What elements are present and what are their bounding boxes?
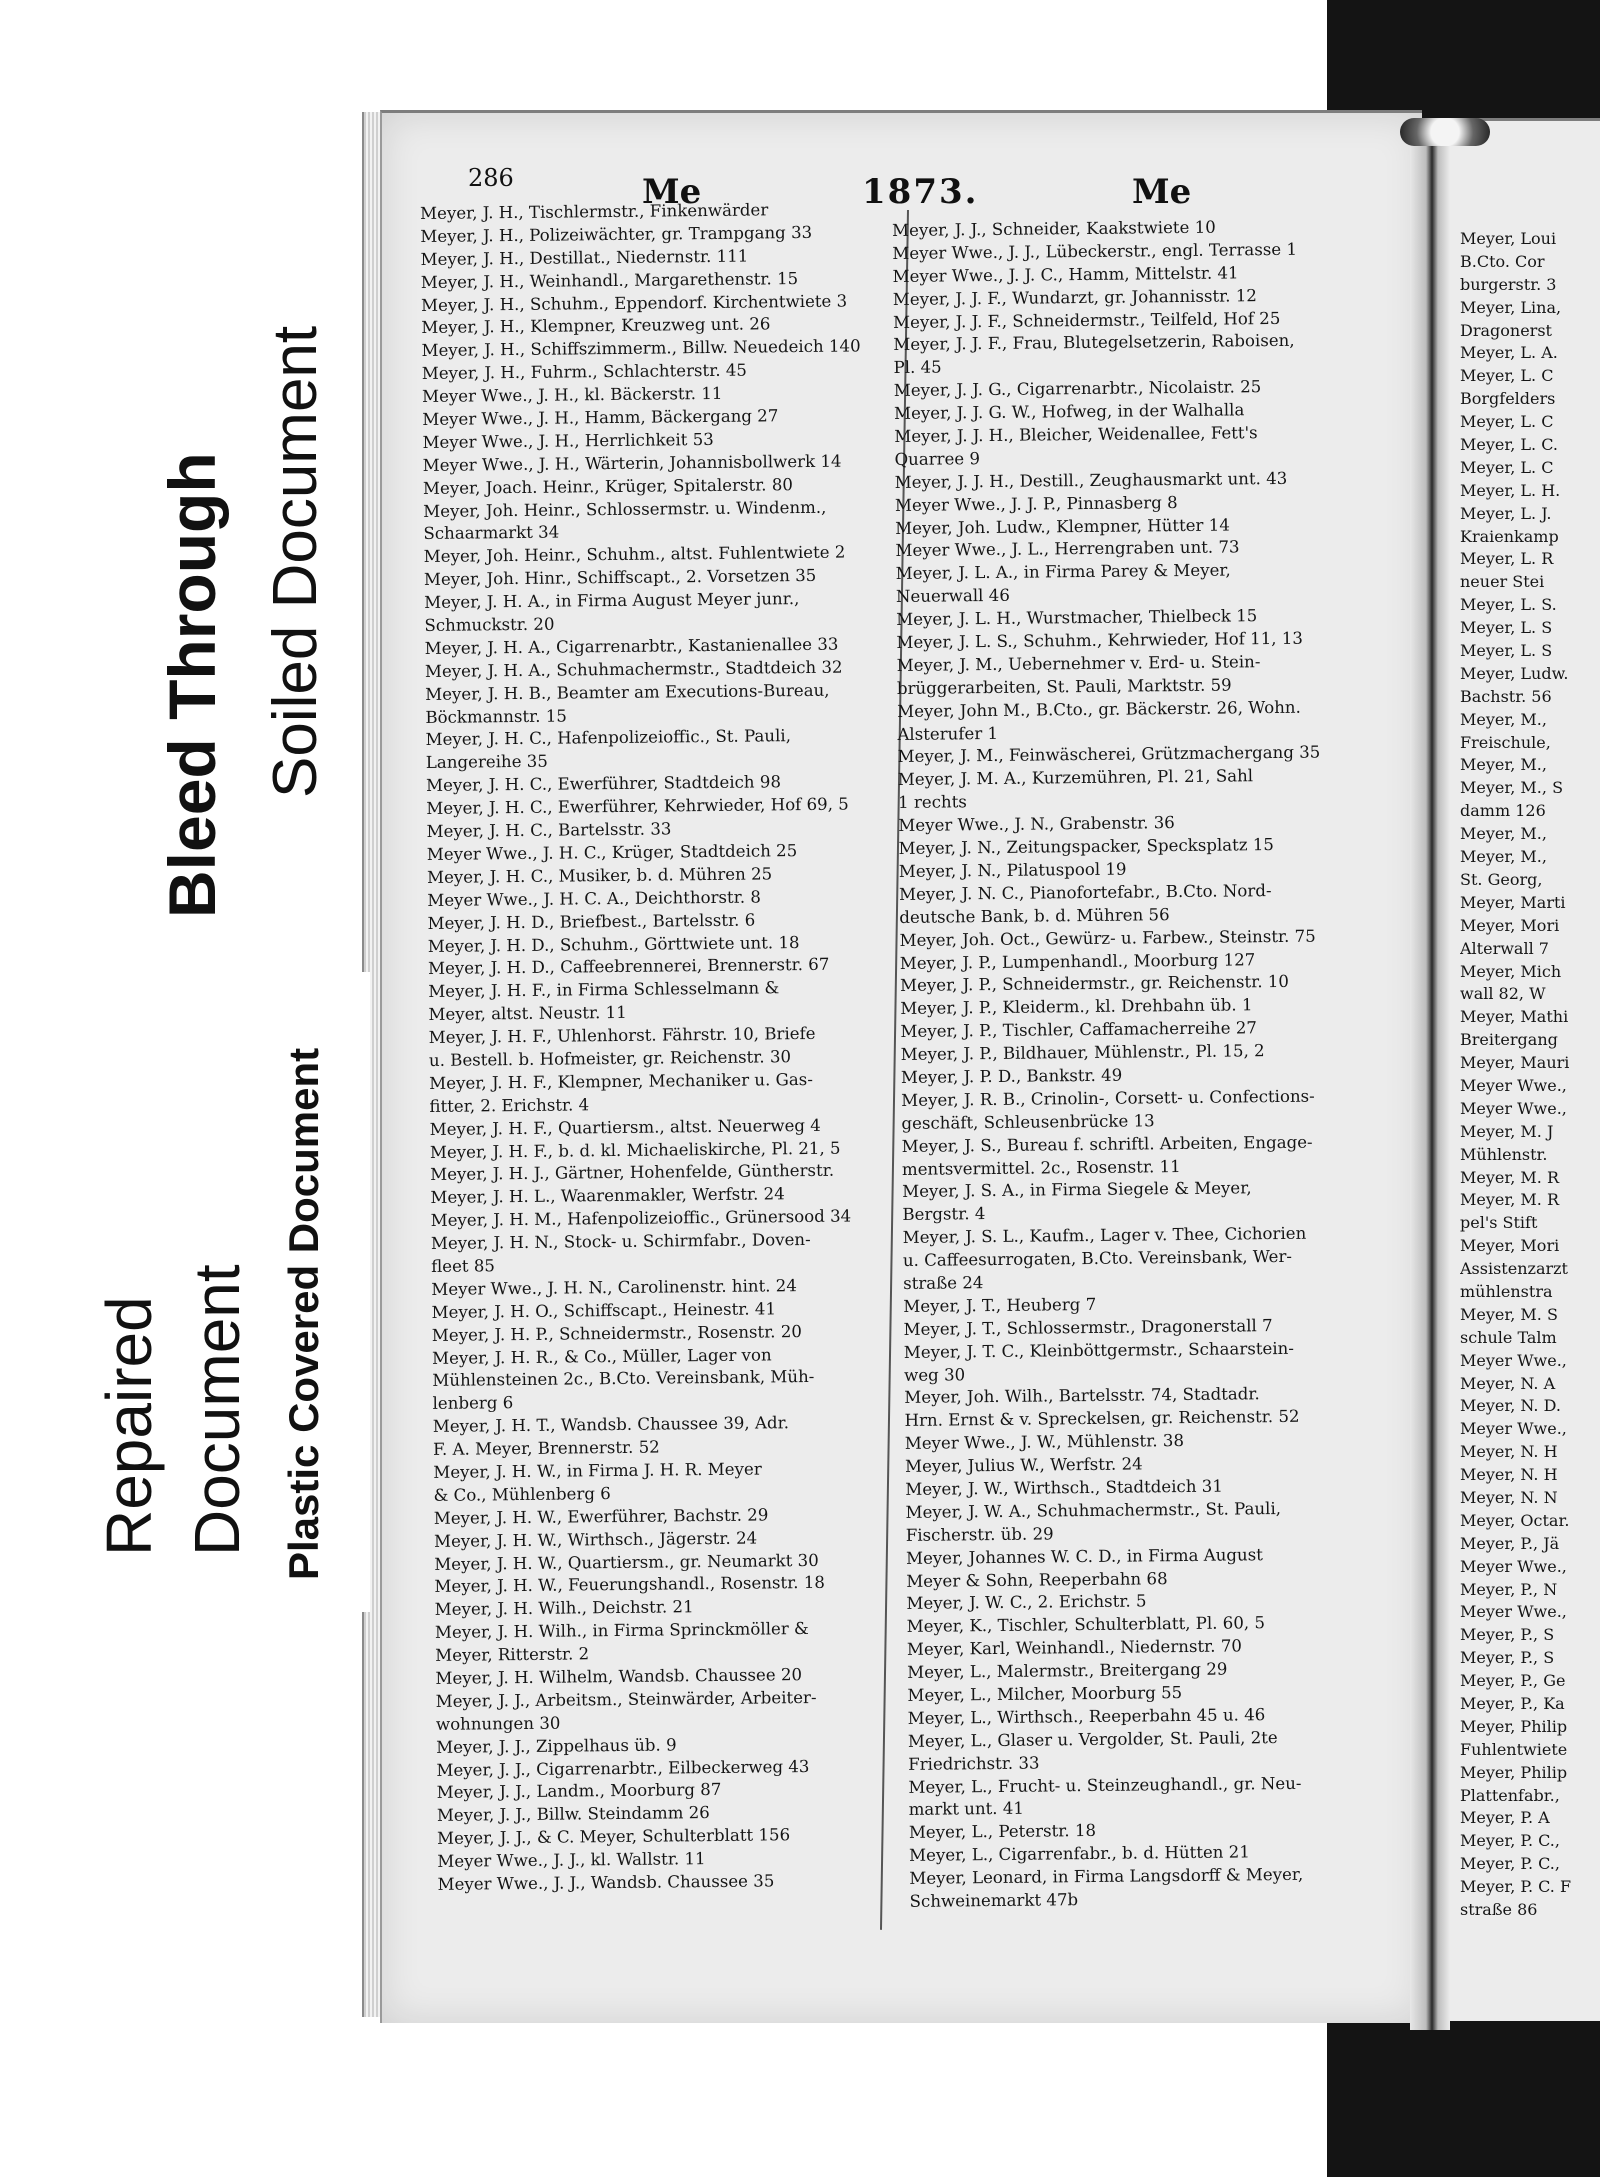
directory-entry: Meyer, L., Glaser u. Vergolder, St. Pauli, 2te (907, 1727, 1278, 1751)
directory-entry: Meyer, Mori (1460, 915, 1560, 935)
directory-entry: Meyer, Joh. Wilh., Bartelsstr. 74, Stadtadr. (904, 1384, 1260, 1408)
directory-entry: Meyer, L., Cigarrenfabr., b. d. Hütten 21 (909, 1842, 1250, 1866)
directory-entry: Meyer, L., Malermstr., Breitergang 29 (907, 1659, 1228, 1683)
directory-entry: fleet 85 (431, 1256, 496, 1276)
directory-entry: Meyer, J. H. C., Musiker, b. d. Mühren 25 (426, 864, 773, 887)
directory-entry: Schweinemarkt 47b (909, 1890, 1079, 1911)
directory-entry: Plattenfabr., (1460, 1785, 1560, 1805)
directory-column-left (420, 198, 926, 1897)
directory-column-facing (1460, 228, 1600, 1922)
directory-entry: Meyer, J. S., Bureau f. schriftl. Arbeiten, Engage- (901, 1132, 1313, 1156)
directory-entry: Meyer, L., Peterstr. 18 (908, 1821, 1097, 1843)
directory-entry: Meyer, J. J., Schneider, Kaakstwiete 10 (892, 217, 1216, 240)
directory-entry: Meyer, N. H (1460, 1465, 1558, 1485)
directory-entry: Meyer, L., Wirthsch., Reeperbahn 45 u. 46 (907, 1705, 1266, 1728)
directory-entry: Meyer, Marti (1460, 892, 1566, 912)
directory-entry: Meyer, P. C., (1460, 1854, 1560, 1874)
directory-entry: Meyer, J. H. C., Hafenpolizeioffic., St. Pauli, (425, 726, 792, 750)
label-soiled-document: Soiled Document (261, 325, 330, 798)
directory-entry: schule Talm (1460, 1327, 1557, 1347)
directory-entry: damm 126 (1460, 801, 1546, 821)
directory-entry: Meyer Wwe., (1460, 1075, 1567, 1095)
directory-entry: Meyer, L. S (1460, 618, 1553, 638)
directory-entry: Meyer, J. J., Billw. Steindamm 26 (436, 1803, 710, 1826)
directory-entry: Meyer Wwe., J. L., Herrengraben unt. 73 (895, 537, 1240, 561)
directory-entry: Meyer, J. H. W., Wirthsch., Jägerstr. 24 (433, 1528, 758, 1551)
directory-entry: Meyer, J. L. H., Wurstmacher, Thielbeck 15 (896, 606, 1258, 630)
directory-entry: Meyer, J. J., Landm., Moorburg 87 (436, 1780, 722, 1803)
directory-entry: Meyer, Karl, Weinhandl., Niedernstr. 70 (906, 1636, 1243, 1660)
directory-entry: Meyer Wwe., J. N., Grabenstr. 36 (898, 813, 1175, 836)
directory-entry: Fuhlentwiete (1460, 1739, 1568, 1759)
directory-entry: Meyer, J. H. Wilhelm, Wandsb. Chaussee 20 (435, 1665, 803, 1688)
directory-entry: Meyer, J. H. W., in Firma J. H. R. Meyer (433, 1459, 762, 1482)
directory-entry: Meyer, J. H. F., in Firma Schlesselmann & (428, 978, 780, 1002)
directory-entry: & Co., Mühlenberg 6 (433, 1483, 611, 1505)
directory-entry: Meyer Wwe., J. H., kl. Bäckerstr. 11 (421, 383, 723, 407)
directory-entry: Meyer, J. H. W., Quartiersm., gr. Neumarkt 30 (434, 1550, 819, 1574)
directory-entry: Meyer, J. H. R., & Co., Müller, Lager von (431, 1344, 772, 1368)
directory-entry: fitter, 2. Erichstr. 4 (429, 1095, 590, 1116)
directory-entry: Böckmannstr. 15 (425, 706, 567, 727)
directory-entry: Meyer, P. C. F (1460, 1877, 1572, 1897)
directory-entry: Meyer, N. N (1460, 1487, 1558, 1507)
directory-entry: Meyer, J. S. A., in Firma Siegele & Meyer, (902, 1178, 1252, 1202)
directory-entry: Meyer, L. J. (1460, 503, 1552, 523)
directory-entry: Meyer, J. T. C., Kleinböttgermstr., Schaarstein- (903, 1338, 1294, 1362)
directory-entry: Meyer, Joh. Oct., Gewürz- u. Farbew., Steinstr. 75 (899, 926, 1316, 950)
directory-entry: Meyer Wwe., J. J. C., Hamm, Mittelstr. 41 (892, 263, 1239, 286)
directory-entry: Meyer, N. D. (1460, 1396, 1561, 1416)
directory-entry: Meyer Wwe., J. H. N., Carolinenstr. hint. 24 (431, 1275, 797, 1299)
directory-entry: Alsterufer 1 (897, 723, 999, 744)
header-year: 1873. (862, 172, 979, 212)
directory-entry: Meyer, J. M., Uebernehmer v. Erd- u. Stein- (896, 652, 1261, 675)
directory-entry: deutsche Bank, b. d. Mühren 56 (899, 904, 1170, 927)
directory-entry: Borgfelders (1460, 389, 1556, 409)
directory-entry: Meyer, P., Ka (1460, 1694, 1565, 1713)
directory-entry: Meyer, Joh. Hinr., Schiffscapt., 2. Vorsetzen 35 (423, 566, 817, 590)
directory-entry: Meyer, Mori (1460, 1236, 1560, 1256)
directory-entry: Meyer, J. N., Zeitungspacker, Specksplatz 15 (898, 835, 1275, 859)
directory-entry: Meyer, J. H. N., Stock- u. Schirmfabr., Doven- (430, 1230, 811, 1254)
directory-entry: Meyer, J. H. W., Ewerführer, Bachstr. 29 (433, 1505, 769, 1528)
directory-entry: Meyer, J. W. C., 2. Erichstr. 5 (906, 1591, 1147, 1614)
directory-entry: Meyer, J. J. H., Bleicher, Weidenallee, Fett's (894, 423, 1258, 447)
directory-entry: Meyer, P., Ge (1460, 1671, 1566, 1691)
directory-entry: Meyer, J. P., Kleiderm., kl. Drehbahn üb. 1 (900, 995, 1253, 1019)
directory-entry: Meyer, J. H. W., Feuerungshandl., Rosenstr. 18 (434, 1573, 826, 1597)
directory-entry: brüggerarbeiten, St. Pauli, Marktstr. 59 (896, 675, 1232, 698)
directory-entry: Bachstr. 56 (1460, 686, 1552, 706)
directory-entry: Meyer, J. H., Schuhm., Eppendorf. Kirchentwiete 3 (420, 291, 848, 315)
directory-entry: Meyer, J. J. F., Wundarzt, gr. Johannisstr. 12 (892, 285, 1257, 309)
directory-entry: Meyer, Julius W., Werfstr. 24 (904, 1454, 1143, 1477)
directory-entry: Meyer, J. S. L., Kaufm., Lager v. Thee, Cichorien (902, 1223, 1307, 1248)
directory-entry: Meyer Wwe., J. W., Mühlenstr. 38 (904, 1431, 1185, 1454)
directory-entry: Meyer, Ritterstr. 2 (435, 1644, 590, 1666)
directory-entry: u. Bestell. b. Hofmeister, gr. Reichenstr. 30 (428, 1047, 792, 1070)
directory-entry: Meyer, J. P., Bildhauer, Mühlenstr., Pl. 15, 2 (900, 1041, 1265, 1065)
directory-entry: Meyer, Philip (1460, 1716, 1568, 1736)
directory-entry: Meyer Wwe., J. H., Herrlichkeit 53 (422, 429, 714, 452)
directory-entry: Meyer, J. J. G., Cigarrenarbtr., Nicolaistr. 25 (893, 377, 1262, 401)
directory-entry: Meyer, P., N (1460, 1579, 1558, 1599)
directory-entry: Meyer, P., Jä (1460, 1533, 1560, 1553)
directory-entry: Meyer, J. T., Schlossermstr., Dragonerstall 7 (903, 1315, 1273, 1339)
directory-entry: Schmuckstr. 20 (424, 614, 555, 636)
directory-entry: Mühlenstr. (1460, 1144, 1548, 1164)
directory-entry: Hrn. Ernst & v. Spreckelsen, gr. Reichenstr. 52 (904, 1407, 1300, 1431)
directory-entry: Meyer Wwe., J. H. C., Krüger, Stadtdeich 25 (426, 841, 798, 864)
directory-entry: Meyer, J. P. D., Bankstr. 49 (900, 1065, 1123, 1087)
directory-entry: Kraienkamp (1460, 526, 1559, 546)
directory-entry: Meyer, M., (1460, 847, 1547, 867)
header-right-abbrev: Me (1132, 172, 1192, 212)
directory-entry: Meyer, J. H., Destillat., Niedernstr. 111 (420, 246, 749, 269)
directory-entry: Schaarmarkt 34 (423, 523, 560, 544)
directory-entry: Meyer, L. C (1460, 366, 1554, 386)
directory-entry: neuer Stei (1460, 572, 1545, 592)
label-bleed-through: Bleed Through (155, 452, 229, 918)
directory-entry: Meyer, M., (1460, 824, 1547, 844)
directory-entry: Neuerwall 46 (895, 586, 1010, 607)
directory-entry: Dragonerst (1460, 320, 1552, 340)
directory-entry: Meyer, J. M. A., Kurzemühren, Pl. 21, Sahl (897, 766, 1254, 790)
directory-entry: Friedrichstr. 33 (908, 1753, 1040, 1774)
directory-entry: Meyer, J. H., Weinhandl., Margarethenstr. 15 (420, 268, 799, 292)
directory-entry: Meyer, Loui (1460, 229, 1557, 248)
bookmark-ribbon (1400, 118, 1490, 146)
directory-entry: Meyer, Philip (1460, 1762, 1568, 1782)
directory-entry: Meyer Wwe., (1460, 1098, 1567, 1118)
directory-entry: Freischule, (1460, 732, 1551, 752)
directory-entry: Meyer, J. P., Schneidermstr., gr. Reichenstr. 10 (899, 972, 1290, 996)
directory-entry: markt unt. 41 (908, 1799, 1025, 1820)
directory-entry: mentsvermittel. 2c., Rosenstr. 11 (901, 1156, 1181, 1179)
directory-entry: Meyer, J. J. G. W., Hofweg, in der Walhalla (893, 400, 1245, 424)
directory-entry: Quarree 9 (894, 448, 981, 469)
directory-entry: Meyer, L., Frucht- u. Steinzeughandl., gr. Neu- (908, 1773, 1302, 1797)
directory-entry: Meyer Wwe., J. H. C. A., Deichthorstr. 8 (427, 887, 761, 910)
directory-entry: Meyer, J. H., Schiffszimmerm., Billw. Neuedeich 140 (421, 336, 861, 361)
directory-entry: Meyer, L., Milcher, Moorburg 55 (907, 1683, 1183, 1705)
directory-entry: Meyer Wwe., J. J., Wandsb. Chaussee 35 (437, 1871, 775, 1894)
directory-entry: Meyer, J. H. O., Schiffscapt., Heinestr. 41 (431, 1299, 777, 1322)
directory-entry: Meyer, J. J., Arbeitsm., Steinwärder, Arbeiter- (435, 1687, 817, 1711)
directory-entry: Meyer, Ludw. (1460, 663, 1569, 683)
directory-entry: Meyer, J. H. D., Briefbest., Bartelsstr. 6 (427, 910, 756, 933)
directory-entry: Meyer, J. L. S., Schuhm., Kehrwieder, Hof 11, 13 (896, 628, 1304, 653)
directory-entry: Meyer Wwe., (1460, 1350, 1567, 1370)
directory-entry: Meyer, J. H. L., Waarenmakler, Werfstr. 24 (430, 1184, 785, 1208)
directory-entry: Meyer, Mathi (1460, 1007, 1569, 1027)
directory-entry: Meyer, J. T., Heuberg 7 (903, 1294, 1097, 1316)
directory-entry: Meyer, L. C (1460, 412, 1554, 432)
directory-entry: Meyer, Joach. Heinr., Krüger, Spitalerstr. 80 (422, 474, 794, 498)
directory-entry: Meyer, J. H. C., Ewerführer, Kehrwieder, Hof 69, 5 (426, 794, 849, 819)
directory-entry: pel's Stift (1460, 1213, 1538, 1233)
directory-entry: straße 24 (903, 1273, 984, 1293)
header-left-abbrev: Me (642, 172, 702, 212)
directory-entry: Bergstr. 4 (902, 1204, 986, 1225)
directory-entry: Meyer Wwe., (1460, 1602, 1567, 1622)
directory-entry: Meyer, Mich (1460, 961, 1562, 981)
directory-entry: Meyer & Sohn, Reeperbahn 68 (906, 1568, 1168, 1591)
directory-entry: Meyer, L. C (1460, 457, 1554, 477)
directory-entry: Meyer, J. M., Feinwäscherei, Grützmachergang 35 (897, 743, 1321, 767)
directory-entry: Meyer, J. H. P., Schneidermstr., Rosenstr. 20 (431, 1321, 803, 1345)
directory-entry: Meyer, M., (1460, 755, 1547, 775)
directory-entry: Meyer, J. L. A., in Firma Parey & Meyer, (895, 560, 1231, 584)
directory-entry: mühlenstra (1460, 1281, 1553, 1301)
directory-entry: Meyer, J. H. C., Bartelsstr. 33 (426, 819, 672, 842)
directory-entry: geschäft, Schleusenbrücke 13 (901, 1111, 1155, 1133)
directory-entry: Meyer Wwe., J. J., kl. Wallstr. 11 (437, 1849, 706, 1872)
directory-entry: Meyer, J. H. Wilh., in Firma Sprinckmöller & (434, 1619, 809, 1643)
directory-entry: Meyer, Joh. Heinr., Schuhm., altst. Fuhlentwiete 2 (423, 542, 846, 567)
directory-entry: Meyer, J. P., Tischler, Caffamacherreihe 27 (900, 1018, 1258, 1042)
directory-entry: Alterwall 7 (1460, 938, 1549, 958)
directory-entry: Meyer, J. H. A., Schuhmachermstr., Stadtdeich 32 (424, 657, 843, 681)
directory-entry: St. Georg, (1460, 869, 1543, 889)
directory-entry: Meyer, L. H. (1460, 480, 1561, 500)
directory-entry: Meyer, J. W., Wirthsch., Stadtdeich 31 (905, 1476, 1223, 1499)
directory-entry: weg 30 (903, 1364, 966, 1385)
directory-entry: Meyer, P., S (1460, 1625, 1555, 1645)
directory-entry: Meyer, J. H. M., Hafenpolizeioffic., Grünersood 34 (430, 1206, 852, 1231)
directory-entry: Meyer, J. H. F., Quartiersm., altst. Neuerweg 4 (429, 1115, 821, 1139)
directory-entry: Meyer, J. P., Lumpenhandl., Moorburg 127 (899, 949, 1256, 973)
directory-entry: Meyer, L. R (1460, 549, 1554, 569)
directory-entry: Meyer, M. S (1460, 1304, 1558, 1324)
directory-entry: Meyer, J. J., Zippelhaus üb. 9 (436, 1735, 677, 1757)
directory-entry: Meyer Wwe., J. H., Wärterin, Johannisbollwerk 14 (422, 451, 842, 475)
directory-entry: Meyer Wwe., J. J. P., Pinnasberg 8 (894, 492, 1178, 515)
directory-entry: Assistenzarzt (1460, 1259, 1568, 1279)
directory-entry: Meyer, altst. Neustr. 11 (428, 1003, 627, 1025)
directory-entry: Meyer, N. H (1460, 1442, 1558, 1462)
directory-entry: Meyer Wwe., (1460, 1556, 1567, 1576)
page-number: 286 (468, 164, 514, 192)
label-repaired: Repaired (93, 1296, 165, 1556)
directory-entry: Meyer Wwe., (1460, 1419, 1567, 1439)
directory-entry: Meyer, Leonard, in Firma Langsdorff & Meyer, (909, 1864, 1304, 1889)
directory-entry: Meyer, Octar. (1460, 1510, 1570, 1530)
directory-entry: Meyer, Joh. Ludw., Klempner, Hütter 14 (895, 515, 1230, 538)
directory-entry: Pl. 45 (893, 357, 942, 378)
directory-entry: 1 rechts (898, 792, 967, 813)
label-repaired-document: Document (181, 1264, 253, 1556)
directory-entry: Meyer, Lina, (1460, 297, 1562, 317)
directory-entry: Meyer, J. J., & C. Meyer, Schulterblatt 156 (437, 1825, 791, 1849)
directory-column-middle (892, 215, 1378, 1914)
directory-entry: Meyer, Joh. Heinr., Schlossermstr. u. Windenm., (423, 497, 827, 521)
directory-entry: Meyer, P. C., (1460, 1831, 1560, 1851)
directory-entry: Meyer, M. R (1460, 1167, 1560, 1187)
directory-entry: Meyer Wwe., J. J., Lübeckerstr., engl. Terrasse 1 (892, 239, 1298, 263)
directory-entry: Meyer, M. R (1460, 1190, 1560, 1210)
directory-entry: Meyer, J. H. A., in Firma August Meyer junr., (424, 589, 800, 613)
directory-entry: Meyer, J. H. F., b. d. kl. Michaeliskirche, Pl. 21, 5 (429, 1138, 841, 1162)
directory-entry: straße 86 (1460, 1900, 1538, 1920)
directory-entry: Meyer, J. H. C., Ewerführer, Stadtdeich 98 (426, 772, 782, 796)
directory-entry: Meyer, M. J (1460, 1121, 1554, 1141)
directory-entry: Mühlensteinen 2c., B.Cto. Vereinsbank, Müh- (432, 1367, 815, 1391)
directory-entry: Meyer, K., Tischler, Schulterblatt, Pl. 60, 5 (906, 1613, 1266, 1637)
directory-entry: F. A. Meyer, Brennerstr. 52 (432, 1437, 660, 1460)
directory-entry: Meyer, J. W. A., Schuhmachermstr., St. Pauli, (905, 1498, 1282, 1522)
directory-entry: Meyer, J. N., Pilatuspool 19 (898, 859, 1127, 881)
label-plastic-covered: Plastic Covered Document (280, 1047, 327, 1580)
directory-entry: Meyer, M., S (1460, 778, 1564, 798)
directory-entry: Meyer, J. H., Polizeiwächter, gr. Trampgang 33 (420, 222, 813, 246)
directory-entry: wohnungen 30 (435, 1713, 561, 1734)
directory-entry: Langereihe 35 (425, 752, 548, 773)
directory-entry: Meyer Wwe., J. H., Hamm, Bäckergang 27 (422, 406, 779, 430)
directory-entry: Meyer, L. S. (1460, 595, 1557, 615)
directory-entry: lenberg 6 (432, 1393, 514, 1414)
directory-entry: Meyer, J. H., Fuhrm., Schlachterstr. 45 (421, 360, 748, 384)
directory-entry: Meyer, J. R. B., Crinolin-, Corsett- u. Confections- (901, 1086, 1315, 1110)
directory-entry: Meyer, J. H., Tischlermstr., Finkenwärder (420, 200, 769, 223)
directory-entry: Meyer, N. A (1460, 1373, 1556, 1393)
directory-entry: burgerstr. 3 (1460, 274, 1557, 294)
directory-entry: Fischerstr. üb. 29 (905, 1524, 1054, 1545)
directory-entry: Meyer, L. A. (1460, 343, 1558, 363)
directory-entry: Meyer, J. H. A., Cigarrenarbtr., Kastanienallee 33 (424, 634, 839, 658)
directory-entry: Meyer, J. J. H., Destill., Zeughausmarkt unt. 43 (894, 468, 1288, 492)
directory-entry: Meyer, Mauri (1460, 1053, 1570, 1073)
directory-entry: Meyer, L. C. (1460, 435, 1558, 455)
directory-entry: Meyer, P. A (1460, 1808, 1550, 1828)
book-gutter (1410, 118, 1450, 2030)
directory-entry: Meyer, J. J. F., Schneidermstr., Teilfeld, Hof 25 (892, 308, 1281, 332)
directory-entry: Meyer, L. S (1460, 641, 1553, 661)
directory-entry: Meyer, J. H. F., Klempner, Mechaniker u. Gas- (429, 1069, 813, 1093)
directory-entry: Meyer, J. H. F., Uhlenhorst. Fährstr. 10, Briefe (428, 1023, 816, 1048)
directory-entry: Meyer, J. H. T., Wandsb. Chaussee 39, Adr. (432, 1413, 790, 1437)
directory-entry: Meyer, J. H. J., Gärtner, Hohenfelde, Güntherstr. (430, 1161, 835, 1185)
directory-entry: Meyer, John M., B.Cto., gr. Bäckerstr. 26, Wohn. (897, 697, 1301, 721)
directory-entry: Meyer, J. H. B., Beamter am Executions-Bureau, (425, 680, 830, 704)
directory-entry: Meyer, J. H. D., Caffeebrennerei, Brennerstr. 67 (427, 955, 830, 979)
directory-entry: Meyer, Johannes W. C. D., in Firma August (905, 1544, 1263, 1568)
directory-entry: Meyer, J. H., Klempner, Kreuzweg unt. 26 (421, 314, 771, 338)
directory-entry: u. Caffeesurrogaten, B.Cto. Vereinsbank, Wer- (902, 1246, 1293, 1271)
directory-entry: Meyer, M., (1460, 709, 1547, 729)
directory-entry: Meyer, J. H. D., Schuhm., Görttwiete unt. 18 (427, 932, 800, 956)
directory-entry: B.Cto. Cor (1460, 251, 1545, 271)
directory-entry: Meyer, J. H. Wilh., Deichstr. 21 (434, 1597, 694, 1620)
directory-entry: Breitergang (1460, 1030, 1558, 1050)
directory-entry: Meyer, J. J. F., Frau, Blutegelsetzerin, Raboisen, (893, 331, 1295, 355)
directory-entry: wall 82, W (1460, 984, 1546, 1004)
directory-entry: Meyer, J. J., Cigarrenarbtr., Eilbeckerweg 43 (436, 1756, 810, 1780)
directory-entry: Meyer, P., S (1460, 1648, 1555, 1668)
directory-entry: Meyer, J. N. C., Pianofortefabr., B.Cto. Nord- (898, 880, 1272, 904)
